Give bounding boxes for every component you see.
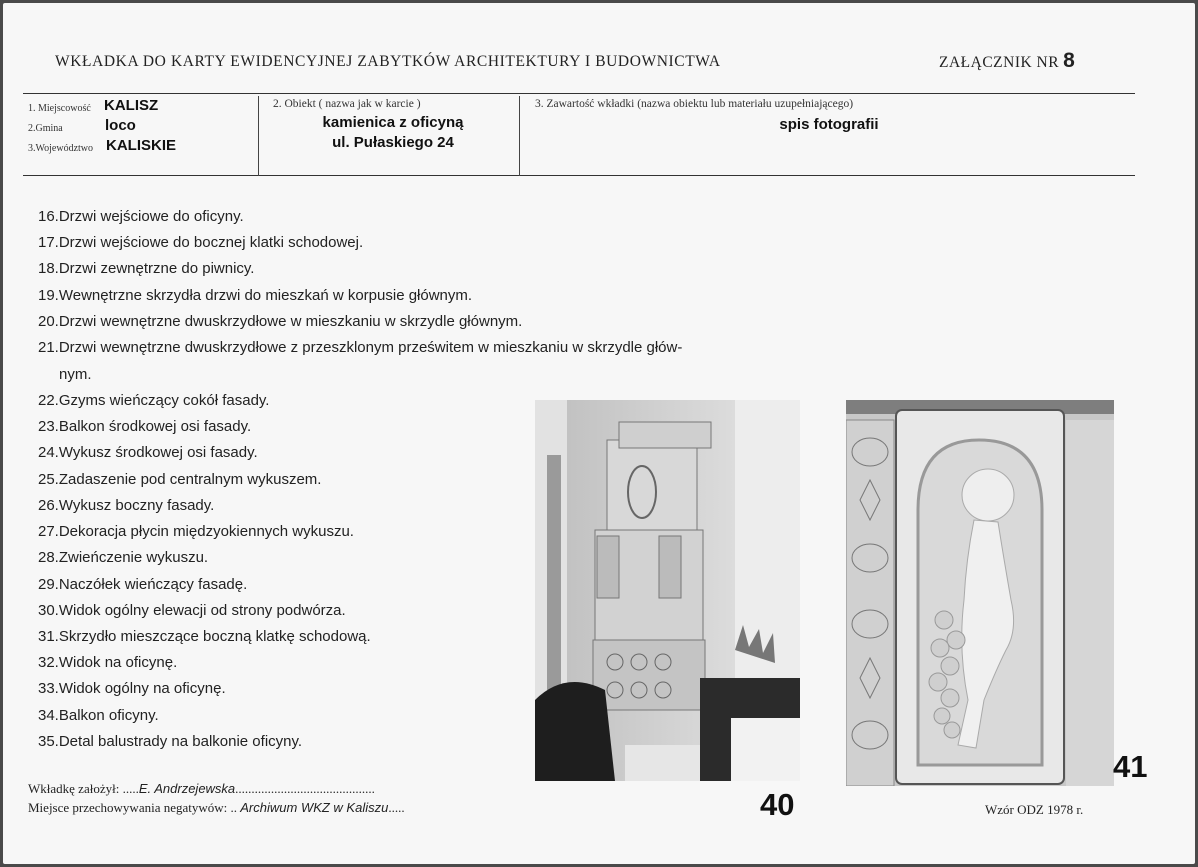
list-item: 30.Widok ogólny elewacji od strony podwórza. — [38, 602, 346, 619]
list-item: 19.Wewnętrzne skrzydła drzwi do mieszkań w korpusie głównym. — [38, 287, 473, 304]
zawartosc-value: spis fotografii — [779, 116, 879, 133]
list-item: 21.Drzwi wewnętrzne dwuskrzydłowe z przeszklonym prześwitem w mieszkaniu w skrzydle głów- — [38, 339, 683, 356]
list-item: 22.Gzyms wieńczący cokół fasady. — [38, 392, 270, 409]
list-item: 33.Widok ogólny na oficynę. — [38, 680, 226, 697]
gmina-label: 2.Gmina — [28, 123, 63, 134]
form-template-note: Wzór ODZ 1978 r. — [985, 802, 1084, 817]
zawartosc-label: 3. Zawartość wkładki (nazwa obiektu lub materiału uzupełniającego) — [535, 98, 854, 110]
list-item: 29.Naczółek wieńczący fasadę. — [38, 576, 248, 593]
list-item: 23.Balkon środkowej osi fasady. — [38, 418, 252, 435]
top-rule — [23, 93, 1135, 94]
negatives-label: Miejsce przechowywania negatywów: .. — [28, 800, 241, 815]
list-item: 32.Widok na oficynę. — [38, 654, 178, 671]
annex-number: 8 — [1063, 49, 1076, 72]
footer-author — [28, 781, 375, 797]
negatives-location: Archiwum WKZ w Kaliszu — [240, 800, 389, 815]
gmina-value: loco — [105, 117, 136, 134]
list-item: 26.Wykusz boczny fasady. — [38, 497, 215, 514]
list-item: 25.Zadaszenie pod centralnym wykuszem. — [38, 471, 322, 488]
bottom-rule — [23, 175, 1135, 176]
list-item-continuation: nym. — [59, 366, 92, 383]
photo-40-tiled-stove — [535, 400, 800, 781]
annex-label — [939, 49, 1075, 73]
column-divider-1 — [258, 96, 259, 176]
photo-40-number: 40 — [760, 787, 795, 822]
document-page — [3, 3, 1195, 864]
negatives-dots: ..... — [388, 800, 405, 815]
obiekt-address: ul. Pułaskiego 24 — [332, 134, 454, 151]
author-name: E. Andrzejewska — [138, 781, 236, 796]
miejscowosc-value: KALISZ — [104, 97, 159, 114]
document-title: WKŁADKA DO KARTY EWIDENCYJNEJ ZABYTKÓW ARCHITEKTURY I BUDOWNICTWA — [55, 53, 721, 70]
list-item: 34.Balkon oficyny. — [38, 707, 159, 724]
obiekt-name: kamienica z oficyną — [322, 114, 464, 131]
footer-negatives-location — [28, 800, 405, 816]
list-item: 27.Dekoracja płycin międzyokiennych wykuszu. — [38, 523, 354, 540]
list-item: 35.Detal balustrady na balkonie oficyny. — [38, 733, 303, 750]
photo-41-relief-tile — [846, 400, 1114, 786]
list-item: 16.Drzwi wejściowe do oficyny. — [38, 208, 244, 225]
author-label: Wkładkę założył: ..... — [28, 781, 139, 796]
wojewodztwo-value: KALISKIE — [106, 137, 177, 154]
list-item: 18.Drzwi zewnętrzne do piwnicy. — [38, 260, 255, 277]
list-item: 17.Drzwi wejściowe do bocznej klatki schodowej. — [38, 234, 364, 251]
list-item: 24.Wykusz środkowej osi fasady. — [38, 444, 258, 461]
annex-text: ZAŁĄCZNIK NR — [939, 54, 1060, 71]
obiekt-label: 2. Obiekt ( nazwa jak w karcie ) — [273, 98, 421, 110]
list-item: 20.Drzwi wewnętrzne dwuskrzydłowe w mieszkaniu w skrzydle głównym. — [38, 313, 523, 330]
photo-41-number: 41 — [1113, 749, 1148, 784]
miejscowosc-label: 1. Miejscowość — [28, 103, 91, 114]
list-item: 28.Zwieńczenie wykuszu. — [38, 549, 209, 566]
author-dots: ........................................... — [235, 781, 375, 796]
list-item: 31.Skrzydło mieszczące boczną klatkę schodową. — [38, 628, 371, 645]
wojewodztwo-label: 3.Województwo — [28, 143, 94, 154]
